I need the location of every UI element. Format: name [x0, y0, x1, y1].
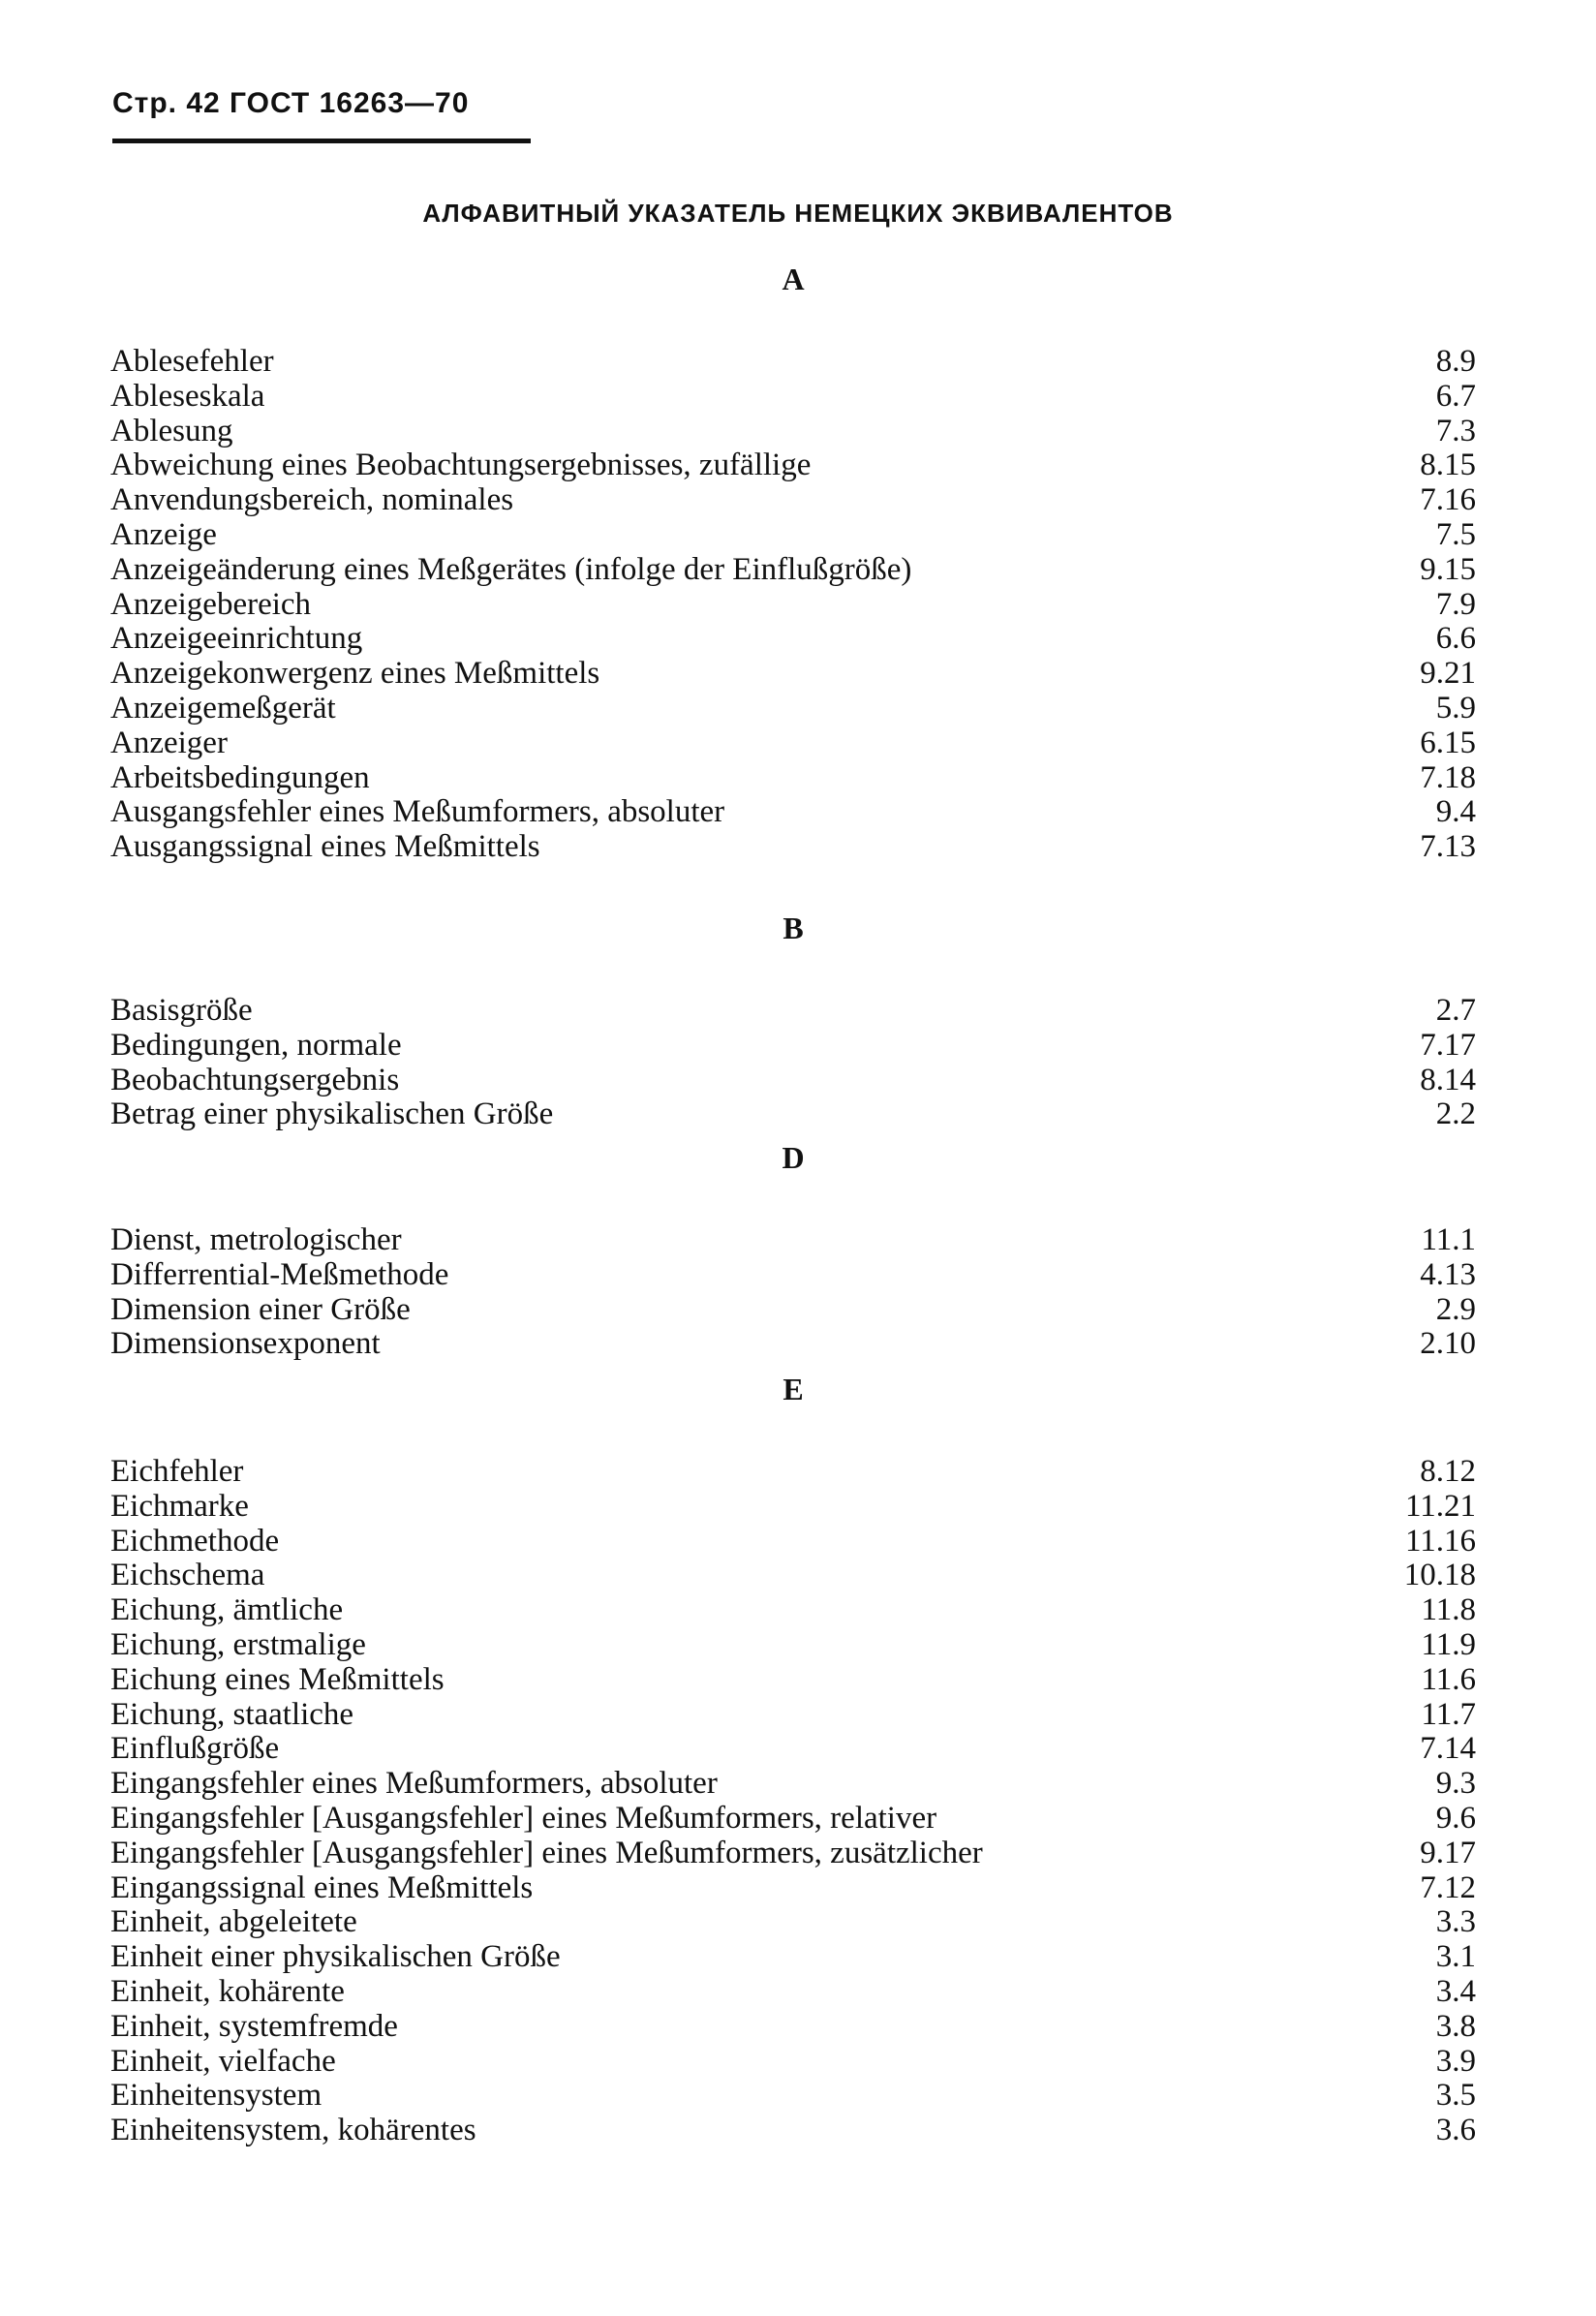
entry-ref: 9.15 — [1420, 551, 1476, 587]
entry-ref: 8.15 — [1420, 448, 1476, 483]
entry-ref: 6.7 — [1435, 378, 1476, 414]
entry-ref: 7.5 — [1435, 516, 1476, 552]
entry-term: Dimension einer Größe — [110, 1291, 411, 1327]
index-entry — [110, 1663, 1476, 1698]
entry-ref: 7.13 — [1420, 829, 1476, 865]
index-section-d — [110, 1136, 1476, 1362]
index-entry — [110, 994, 1476, 1029]
entry-ref: 9.4 — [1435, 794, 1476, 830]
entry-ref: 6.6 — [1435, 621, 1476, 657]
entry-ref: 11.21 — [1404, 1488, 1476, 1524]
entry-ref: 3.8 — [1435, 2008, 1476, 2044]
header-rule — [112, 139, 531, 143]
entry-term: Einheit, abgeleitete — [110, 1904, 357, 1940]
section-letter: E — [783, 1372, 804, 1406]
entry-term: Ausgangssignal eines Meßmittels — [110, 829, 540, 865]
index-entry — [110, 1559, 1476, 1593]
entry-term: Anvendungsbereich, nominales — [110, 482, 514, 518]
entry-term: Anzeiger — [110, 725, 228, 760]
entry-term: Einheit, kohärente — [110, 1973, 345, 2009]
index-entry — [110, 483, 1476, 518]
entry-list — [110, 345, 1476, 865]
entry-term: Dienst, metrologischer — [110, 1222, 402, 1257]
entry-term: Bedingungen, normale — [110, 1027, 402, 1063]
entry-term: Anzeigeänderung eines Meßgerätes (infolge der Einflußgröße) — [110, 551, 912, 587]
index-entry — [110, 2045, 1476, 2080]
entry-term: Eichung eines Meßmittels — [110, 1661, 445, 1697]
entry-ref: 2.9 — [1435, 1291, 1476, 1327]
entry-term: Einheitensystem — [110, 2078, 322, 2114]
entry-ref: 9.21 — [1420, 656, 1476, 692]
entry-list — [110, 1455, 1476, 2148]
index-entry — [110, 1628, 1476, 1663]
entry-ref: 3.6 — [1435, 2113, 1476, 2148]
entry-ref: 5.9 — [1435, 690, 1476, 726]
index-section-b — [110, 907, 1476, 1132]
entry-term: Ausgangsfehler eines Meßumformers, absoluter — [110, 794, 725, 830]
entry-ref: 7.14 — [1420, 1731, 1476, 1767]
index-entry — [110, 1064, 1476, 1098]
index-entry — [110, 761, 1476, 796]
index-entry — [110, 1871, 1476, 1906]
section-letter: B — [783, 911, 804, 945]
entry-term: Ableseskala — [110, 378, 265, 414]
entry-term: Anzeige — [110, 516, 217, 552]
entry-term: Ablesefehler — [110, 344, 274, 379]
section-letter: D — [782, 1140, 805, 1175]
entry-ref: 6.15 — [1420, 725, 1476, 760]
index-entry — [110, 588, 1476, 623]
entry-ref: 2.2 — [1435, 1096, 1476, 1132]
index-entry — [110, 1455, 1476, 1490]
index-entry — [110, 448, 1476, 483]
index-entry — [110, 1940, 1476, 1975]
entry-ref: 8.9 — [1435, 344, 1476, 379]
entry-ref: 9.3 — [1435, 1766, 1476, 1802]
entry-term: Betrag einer physikalischen Größe — [110, 1096, 554, 1132]
entry-ref: 8.14 — [1420, 1062, 1476, 1097]
entry-term: Beobachtungsergebnis — [110, 1062, 400, 1097]
entry-ref: 7.17 — [1420, 1027, 1476, 1063]
entry-term: Dimensionsexponent — [110, 1326, 381, 1362]
entry-ref: 3.4 — [1435, 1973, 1476, 2009]
index-section-a — [110, 258, 1476, 865]
entry-term: Eingangssignal eines Meßmittels — [110, 1869, 534, 1905]
entry-ref: 4.13 — [1420, 1256, 1476, 1292]
index-entry — [110, 726, 1476, 761]
entry-ref: 11.9 — [1421, 1626, 1476, 1662]
entry-ref: 11.1 — [1421, 1222, 1476, 1257]
entry-ref: 11.16 — [1404, 1523, 1476, 1559]
entry-term: Anzeigeeinrichtung — [110, 621, 363, 657]
entry-ref: 2.7 — [1435, 993, 1476, 1028]
entry-ref: 3.9 — [1435, 2043, 1476, 2079]
index-entry — [110, 1097, 1476, 1132]
index-entry — [110, 1593, 1476, 1628]
entry-term: Differrential-Meßmethode — [110, 1256, 449, 1292]
page-title: АЛФАВИТНЫЙ УКАЗАТЕЛЬ НЕМЕЦКИХ ЭКВИВАЛЕНТОВ — [422, 199, 1174, 228]
index-entry — [110, 1258, 1476, 1293]
index-entry — [110, 1802, 1476, 1837]
entry-term: Anzeigekonwergenz eines Meßmittels — [110, 656, 600, 692]
index-entry — [110, 2114, 1476, 2148]
entry-term: Einheitensystem, kohärentes — [110, 2113, 476, 2148]
entry-term: Eichmarke — [110, 1488, 249, 1524]
index-entry — [110, 1905, 1476, 1940]
index-entry — [110, 1767, 1476, 1802]
entry-ref: 2.10 — [1420, 1326, 1476, 1362]
index-entry — [110, 2079, 1476, 2114]
entry-term: Eichmethode — [110, 1523, 280, 1559]
index-entry — [110, 1837, 1476, 1871]
entry-term: Anzeigemeßgerät — [110, 690, 336, 726]
entry-ref: 11.6 — [1421, 1661, 1476, 1697]
index-entry — [110, 1490, 1476, 1525]
entry-term: Eingangsfehler eines Meßumformers, absoluter — [110, 1766, 718, 1802]
index-entry — [110, 345, 1476, 380]
entry-ref: 7.16 — [1420, 482, 1476, 518]
entry-ref: 11.7 — [1421, 1696, 1476, 1732]
index-entry — [110, 1525, 1476, 1559]
entry-ref: 7.9 — [1435, 586, 1476, 622]
index-entry — [110, 1223, 1476, 1258]
index-entry — [110, 657, 1476, 692]
entry-term: Basisgröße — [110, 993, 253, 1028]
index-entry — [110, 518, 1476, 553]
index-entry — [110, 1029, 1476, 1064]
entry-ref: 8.12 — [1420, 1454, 1476, 1489]
entry-term: Arbeitsbedingungen — [110, 759, 370, 795]
index-entry — [110, 1293, 1476, 1328]
index-entry — [110, 1732, 1476, 1767]
page-header: Стр. 42 ГОСТ 16263—70 — [112, 87, 470, 119]
index-entry — [110, 415, 1476, 449]
entry-term: Eingangsfehler [Ausgangsfehler] eines Meßumformers, relativer — [110, 1800, 937, 1836]
entry-term: Eichung, erstmalige — [110, 1626, 366, 1662]
entry-list — [110, 1223, 1476, 1362]
index-entry — [110, 622, 1476, 657]
entry-term: Eichung, ämtliche — [110, 1592, 344, 1628]
entry-term: Eichfehler — [110, 1454, 244, 1489]
entry-term: Einflußgröße — [110, 1731, 280, 1767]
index-entry — [110, 553, 1476, 588]
index-entry — [110, 1327, 1476, 1362]
entry-ref: 9.6 — [1435, 1800, 1476, 1836]
entry-ref: 3.1 — [1435, 1939, 1476, 1975]
entry-term: Eichung, staatliche — [110, 1696, 354, 1732]
entry-term: Eingangsfehler [Ausgangsfehler] eines Meßumformers, zusätzlicher — [110, 1835, 983, 1870]
entry-list — [110, 994, 1476, 1132]
entry-ref: 11.8 — [1421, 1592, 1476, 1628]
index-entry — [110, 830, 1476, 865]
index-entry — [110, 2010, 1476, 2045]
index-entry — [110, 795, 1476, 830]
entry-term: Eichschema — [110, 1558, 265, 1593]
section-letter: A — [782, 262, 805, 296]
entry-ref: 10.18 — [1403, 1558, 1476, 1593]
index-section-e — [110, 1368, 1476, 2148]
entry-term: Abweichung eines Beobachtungsergebnisses, zufällige — [110, 448, 812, 483]
entry-term: Anzeigebereich — [110, 586, 312, 622]
index-entry — [110, 380, 1476, 415]
entry-term: Einheit, systemfremde — [110, 2008, 398, 2044]
entry-ref: 3.3 — [1435, 1904, 1476, 1940]
index-entry — [110, 1975, 1476, 2010]
index-entry — [110, 1698, 1476, 1733]
entry-term: Einheit, vielfache — [110, 2043, 336, 2079]
entry-ref: 7.18 — [1420, 759, 1476, 795]
entry-ref: 9.17 — [1420, 1835, 1476, 1870]
entry-ref: 7.12 — [1420, 1869, 1476, 1905]
entry-term: Einheit einer physikalischen Größe — [110, 1939, 561, 1975]
entry-ref: 7.3 — [1435, 413, 1476, 448]
index-entry — [110, 692, 1476, 726]
entry-ref: 3.5 — [1435, 2078, 1476, 2114]
entry-term: Ablesung — [110, 413, 233, 448]
